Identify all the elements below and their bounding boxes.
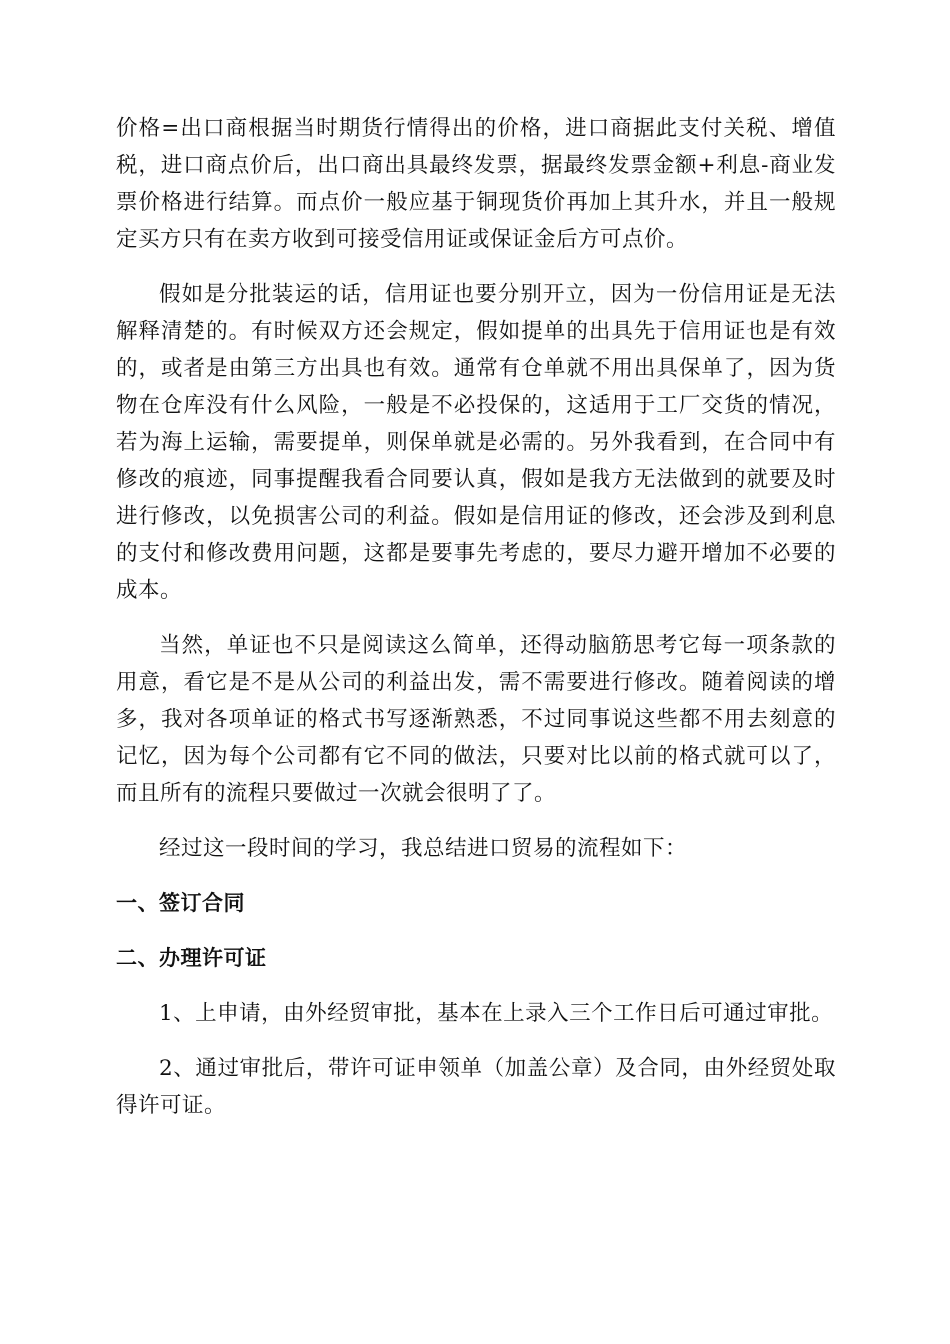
paragraph-batch-shipment: 假如是分批装运的话，信用证也要分别开立，因为一份信用证是无法解释清楚的。有时候双方还会规定，假如提单的出具先于信用证也是有效的，或者是由第三方出具也有效。通常有仓单就不用出具保单了，因为货物在仓库没有什么风险，一般是不必投保的，这适用于工厂交货的情况，若为海上运输，需要提单，则保单就是必需的。另外我看到，在合同中有修改的痕迹，同事提醒我看合同要认真，假如是我方无法做到的就要及时进行修改，以免损害公司的利益。假如是信用证的修改，还会涉及到利息的支付和修改费用问题，这都是要事先考虑的，要尽力避开增加不必要的成本。 — [116, 282, 836, 603]
step-item: 2、通过审批后，带许可证申领单（加盖公章）及合同，由外经贸处取得许可证。 — [116, 1056, 836, 1118]
paragraph-summary-intro: 经过这一段时间的学习，我总结进口贸易的流程如下： — [159, 836, 688, 861]
paragraph-pricing: 价格=出口商根据当时期货行情得出的价格，进口商据此支付关税、增值税，进口商点价后，出口商出具最终发票，据最终发票金额+利息-商业发票价格进行结算。而点价一般应基于铜现货价再加上其升水，并且一般规定买方只有在卖方收到可接受信用证或保证金后方可点价。 — [116, 116, 836, 252]
document-page — [116, 110, 836, 1142]
heading-sign-contract: 一、签订合同 — [116, 891, 245, 915]
paragraph-documents: 当然，单证也不只是阅读这么简单，还得动脑筋思考它每一项条款的用意，看它是不是从公司的利益出发，需不需要进行修改。随着阅读的增多，我对各项单证的格式书写逐渐熟悉，不过同事说这些都不用去刻意的记忆，因为每个公司都有它不同的做法，只要对比以前的格式就可以了，而且所有的流程只要做过一次就会很明了了。 — [116, 633, 836, 806]
step-item: 1、上申请，由外经贸审批，基本在上录入三个工作日后可通过审批。 — [159, 1001, 834, 1026]
heading-license: 二、办理许可证 — [116, 946, 267, 970]
